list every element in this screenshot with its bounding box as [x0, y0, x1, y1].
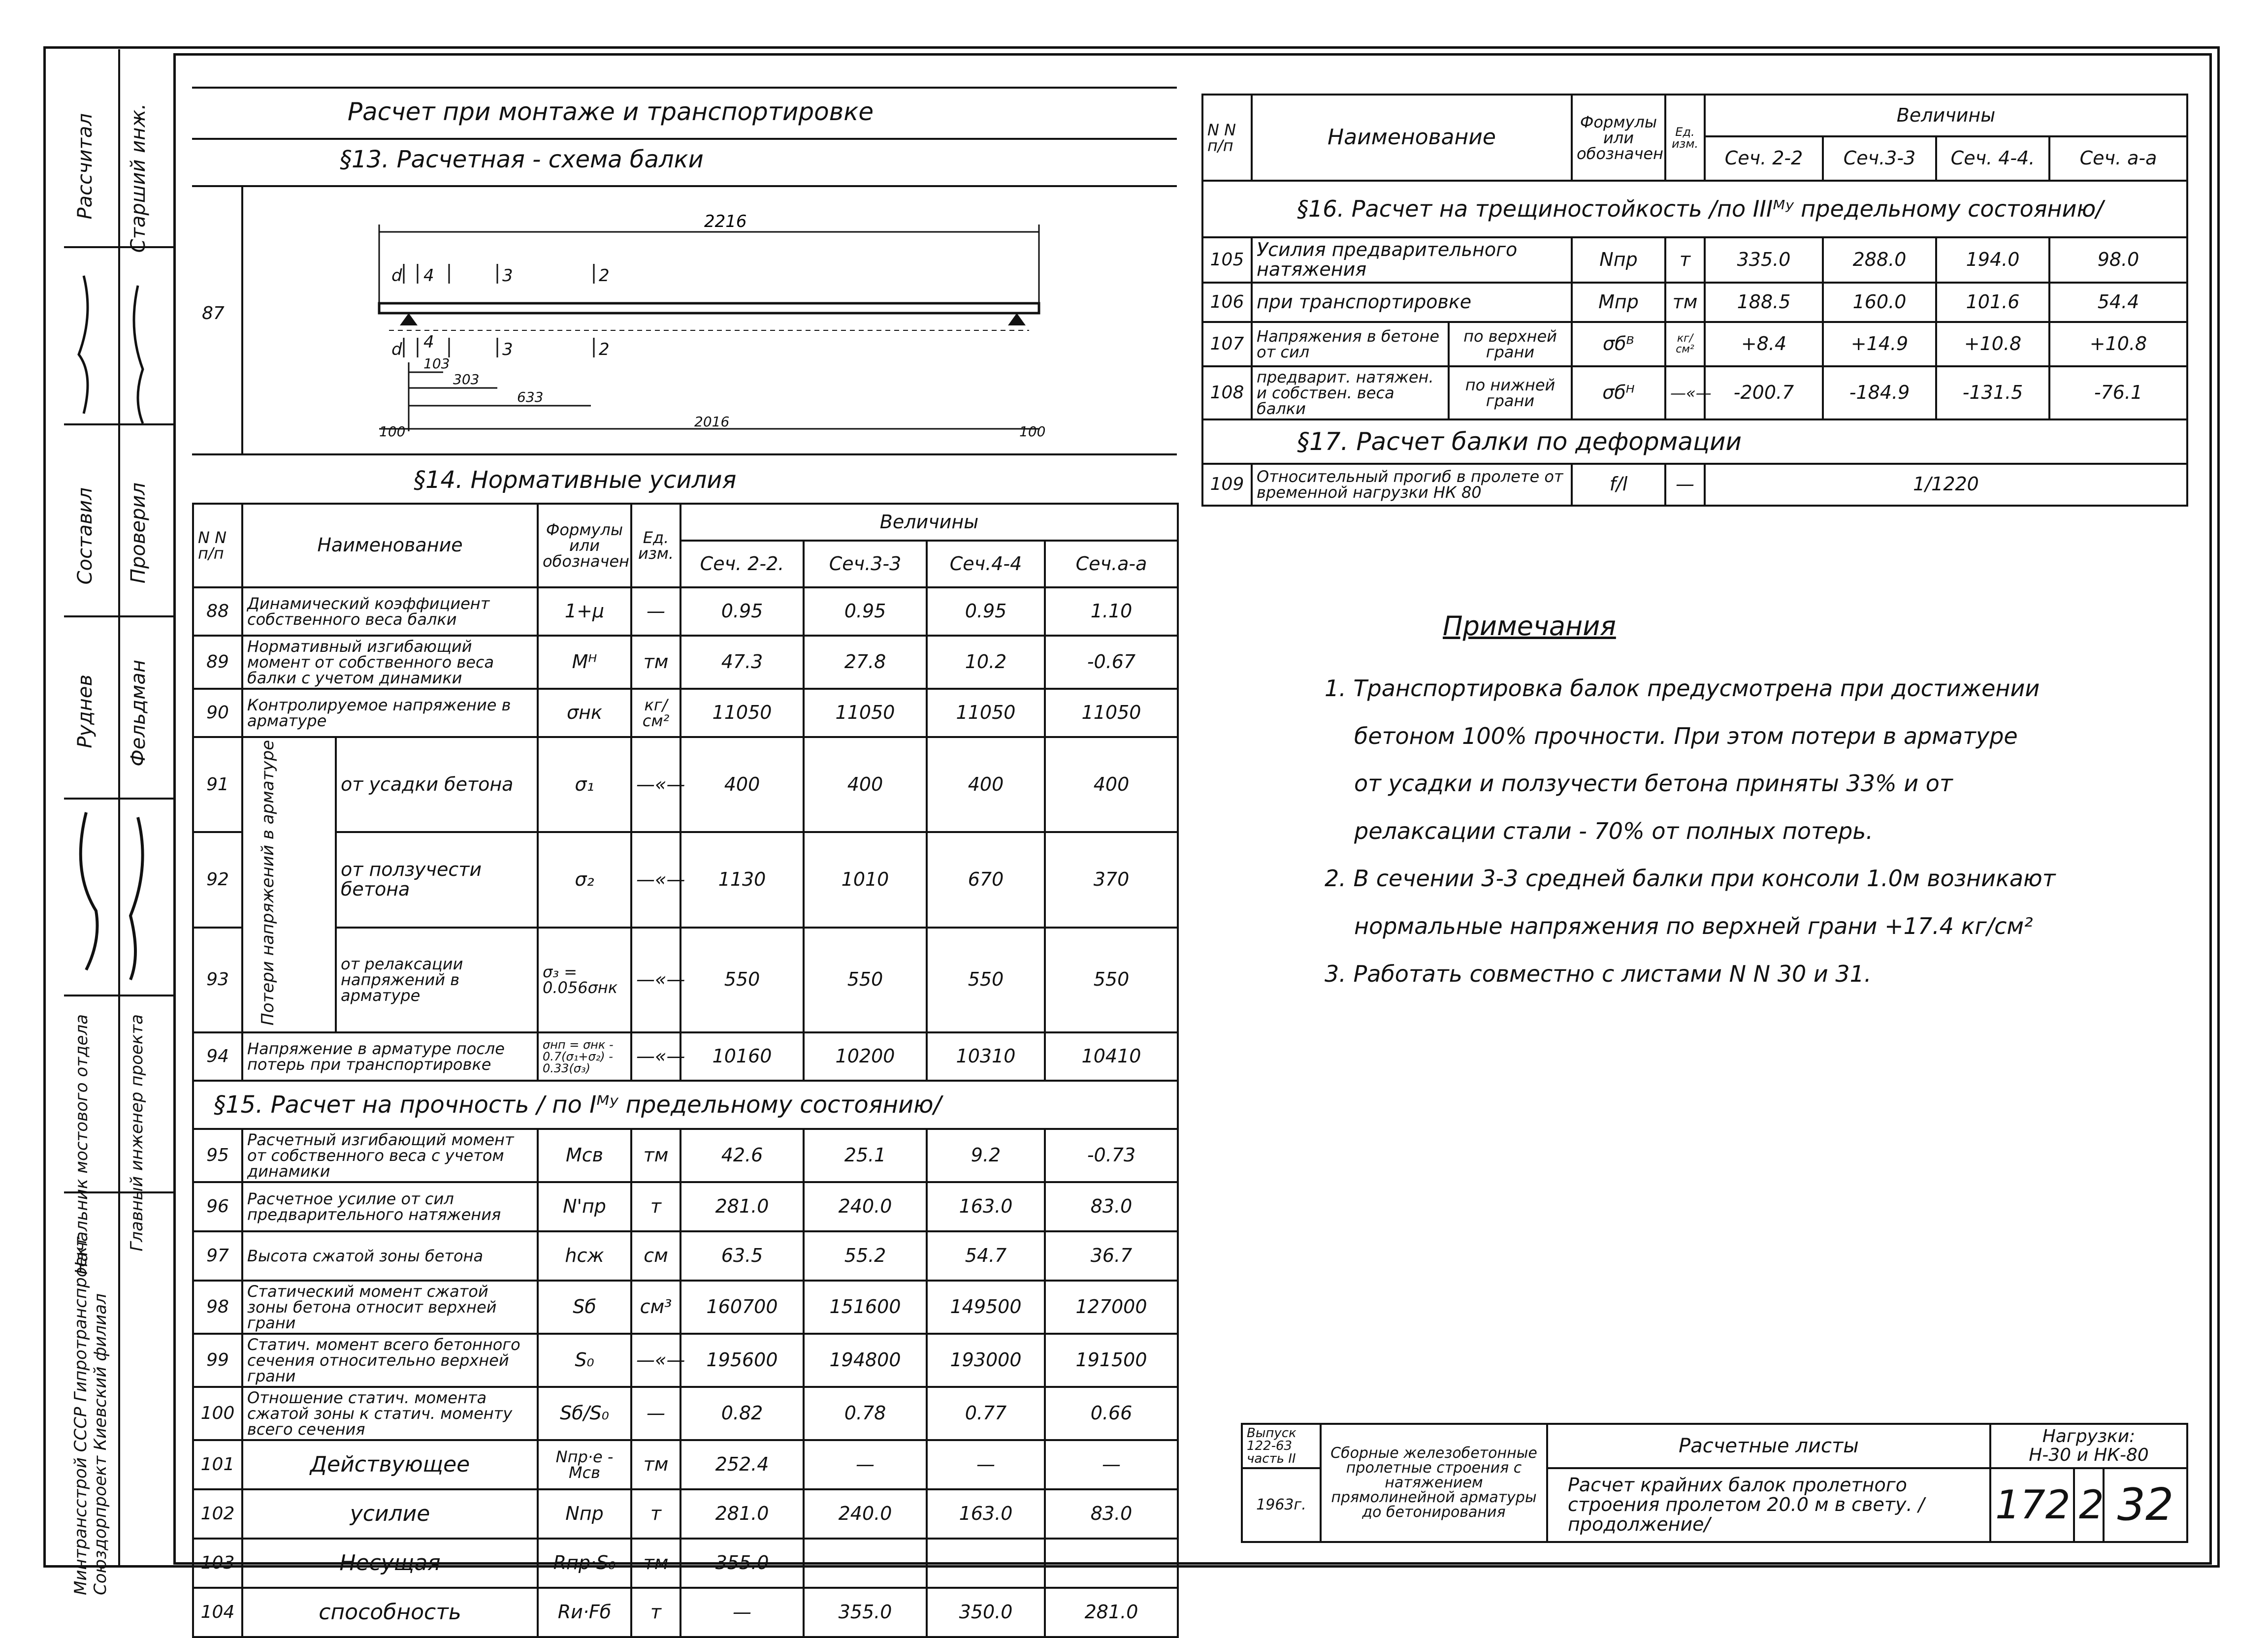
notes-title: Примечания [1443, 610, 1616, 642]
table-row: 96 Расчетное усилие от сил предварительного натяжения N'пр т 281.0 240.0 163.0 83.0 [193, 1182, 1178, 1231]
r-head-unit: Ед. изм. [1665, 95, 1705, 181]
head-nn: N N п/п [193, 504, 242, 587]
col-sec-a: Сеч.а-а [1045, 541, 1178, 587]
note-1c: от усадки и ползучести бетона приняты 33% и от [1354, 770, 1953, 797]
table-row: 103 Несущая Rпр·S₀ тм 355.0 — — — [193, 1539, 1178, 1588]
stamp-load-label: Нагрузки: [2042, 1426, 2136, 1447]
side-role-engineer: Главный инженер проекта [127, 1014, 147, 1252]
left-norm-table [192, 503, 1179, 1638]
table-row: 90 Контролируемое напряжение в арматуре σнк кг/см² 11050 11050 11050 11050 [193, 689, 1178, 737]
stamp-code-1: 172 [1990, 1468, 2074, 1542]
left-title-text: Расчет при монтаже и транспортировке [347, 97, 874, 126]
sec-top-4: 4 [423, 266, 434, 286]
head-name: Наименование [242, 504, 538, 587]
sec-top-3: 3 [502, 266, 513, 286]
span-top-label: 2216 [704, 212, 747, 231]
table-row: 89 Нормативный изгибающий момент от собственного веса балки с учетом динамики Mᴴ тм 47.3 27.8 10.2 -0.67 [193, 636, 1178, 689]
section-17-title: §17. Расчет балки по деформации [1202, 419, 2187, 464]
side-name-4: Фельдман [127, 660, 150, 767]
r-col-sec-a: Сеч. а-а [2049, 136, 2187, 181]
note-3: 3. Работать совместно с листами N N 30 и 31. [1325, 960, 1872, 987]
stamp-code-2: 2 [2074, 1468, 2104, 1542]
side-name-2: Проверил [127, 482, 150, 584]
r-col-sec-2: Сеч. 2-2 [1705, 136, 1823, 181]
table-row: 102 усилие Nпр т 281.0 240.0 163.0 83.0 [193, 1489, 1178, 1539]
section-14-title: §14. Нормативные усилия [414, 466, 737, 494]
stamp-load-value: Н-30 и НК-80 [2029, 1445, 2149, 1465]
dim-right-end: 100 [1019, 423, 1046, 440]
dim-left-end: 100 [379, 423, 406, 440]
row-number-87: 87 [202, 303, 225, 323]
right-table [1201, 94, 2188, 507]
table-row: 95 Расчетный изгибающий момент от собственного веса с учетом динамики Mсв тм 42.6 25.1 9.2 -0.73 [193, 1129, 1178, 1182]
note-1a: 1. Транспортировка балок предусмотрена при достижении [1325, 675, 2040, 702]
note-2a: 2. В сечении 3-3 средней балки при консоли 1.0м возникают [1325, 865, 2056, 892]
sec-bot-3: 3 [502, 340, 513, 359]
side-organization: Минтрансстрой СССР Гипротранспроект Союздорпроект Киевский филиал [71, 1237, 110, 1595]
sec-bot-4: 4 [423, 332, 434, 352]
left-title [192, 87, 1177, 140]
signatures [64, 246, 173, 995]
note-1b: бетоном 100% прочности. При этом потери в арматуре [1354, 722, 2018, 749]
sec-top-d: d [391, 266, 402, 286]
note-2b: нормальные напряжения по верхней грани +17.4 кг/см² [1354, 912, 2033, 939]
stamp-issue: Выпуск 122-63 часть II [1242, 1424, 1321, 1468]
losses-label: Потери напряжений в арматуре [258, 740, 278, 1026]
stamp-sheet-title: Расчетные листы [1547, 1424, 1990, 1468]
table-row: 108 предварит. натяжен. и собствен. веса балки по нижней грани σбᴴ —«— -200.7 -184.9 -131.5 -76.1 [1202, 366, 2187, 419]
side-name-3: Руднев [74, 674, 97, 748]
stamp-desc: Сборные железобетонные пролетные строения с натяжением прямолинейной арматуры до бетонирования [1321, 1424, 1547, 1542]
table-row: 93 от релаксации напряжений в арматуре σ₃ = 0.056σнк —«— 550 550 550 550 [193, 928, 1178, 1032]
dim-633: 633 [517, 389, 544, 405]
r-head-name: Наименование [1252, 95, 1572, 181]
section-14-header [192, 453, 1177, 503]
r-head-formula: Формулы или обозначен. [1572, 95, 1665, 181]
head-formula: Формулы или обозначен [538, 504, 631, 587]
r-col-sec-4: Сеч. 4-4. [1936, 136, 2049, 181]
table-row: 104 способность Rи·Fб т — 355.0 350.0 281.0 [193, 1588, 1178, 1637]
side-stamp [64, 49, 173, 1595]
side-role-1: Рассчитал [74, 113, 97, 220]
notes-block [1325, 665, 2162, 997]
stamp-year: 1963г. [1242, 1468, 1321, 1542]
table-row: 101 Действующее Nпр·e - Mсв тм 252.4 — — — [193, 1440, 1178, 1489]
table-row: 92 от ползучести бетона σ₂ —«— 1130 1010 670 370 [193, 832, 1178, 927]
section-16-title: §16. Расчет на трещиностойкость /по IIIᴹʸ предельному состоянию/ [1202, 181, 2187, 237]
note-1d: релаксации стали - 70% от полных потерь. [1354, 817, 1874, 844]
table-row: 88 Динамический коэффициент собственного веса балки 1+μ — 0.95 0.95 0.95 1.10 [193, 587, 1178, 636]
table-row: 106 при транспортировке Mпр тм 188.5 160.0 101.6 54.4 [1202, 283, 2187, 322]
section-13-header [192, 136, 1177, 187]
dim-span-bottom: 2016 [694, 414, 730, 430]
stamp-sheet-desc: Расчет крайних балок пролетного строения пролетом 20.0 м в свету. /продолжение/ [1547, 1468, 1990, 1542]
sec-top-2: 2 [599, 266, 610, 286]
col-sec-3: Сеч.3-3 [804, 541, 927, 587]
side-name-1: Составил [74, 487, 97, 585]
head-values: Величины [680, 504, 1178, 541]
table-row: 94 Напряжение в арматуре после потерь при транспортировке σнп = σнк - 0.7(σ₁+σ₂) - 0.33(σ₃) —«— 10160 10200 10310 10410 [193, 1032, 1178, 1081]
r-col-sec-3: Сеч.3-3 [1823, 136, 1936, 181]
head-unit: Ед. изм. [631, 504, 680, 587]
table-row: 100 Отношение статич. момента сжатой зоны к статич. моменту всего сечения Sб/S₀ — 0.82 0.78 0.77 0.66 [193, 1387, 1178, 1440]
dim-103: 103 [423, 355, 450, 372]
table-row: 97 Высота сжатой зоны бетона hсж см 63.5 55.2 54.7 36.7 [193, 1231, 1178, 1281]
side-role-chief: Начальник мостового отдела [72, 1014, 92, 1275]
r-head-nn: N N п/п [1202, 95, 1252, 181]
table-row: 98 Статический момент сжатой зоны бетона относит верхней грани Sб см³ 160700 151600 149500 127000 [193, 1281, 1178, 1334]
table-row: 99 Статич. момент всего бетонного сечения относительно верхней грани S₀ —«— 195600 194800 193000 191500 [193, 1334, 1178, 1387]
side-role-2: Старший инж. [127, 103, 150, 253]
dim-303: 303 [453, 371, 480, 387]
scheme-box [192, 185, 1177, 455]
col-sec-4: Сеч.4-4 [927, 541, 1045, 587]
sec-bot-d: d [391, 340, 402, 359]
beam-scheme [241, 185, 1177, 453]
sec-bot-2: 2 [599, 340, 610, 359]
table-row: 107 Напряжения в бетоне от сил по верхней грани σбᴮ кг/см² +8.4 +14.9 +10.8 +10.8 [1202, 322, 2187, 366]
section-15-title: §15. Расчет на прочность / по Iᴹʸ предельному состоянию/ [193, 1081, 1178, 1129]
table-row: 109 Относительный прогиб в пролете от временной нагрузки НК 80 f/l — 1/1220 [1202, 464, 2187, 506]
table-row: 105 Усилия предварительного натяжения Nпр т 335.0 288.0 194.0 98.0 [1202, 237, 2187, 283]
table-row: 91 Потери напряжений в арматуре от усадки бетона σ₁ —«— 400 400 400 400 [193, 737, 1178, 832]
title-stamp [1241, 1423, 2188, 1543]
stamp-sheet-number: 32 [2104, 1468, 2187, 1542]
section-13-title: §13. Расчетная - схема балки [340, 146, 704, 173]
col-sec-2: Сеч. 2-2. [680, 541, 804, 587]
r-head-values: Величины [1705, 95, 2187, 136]
